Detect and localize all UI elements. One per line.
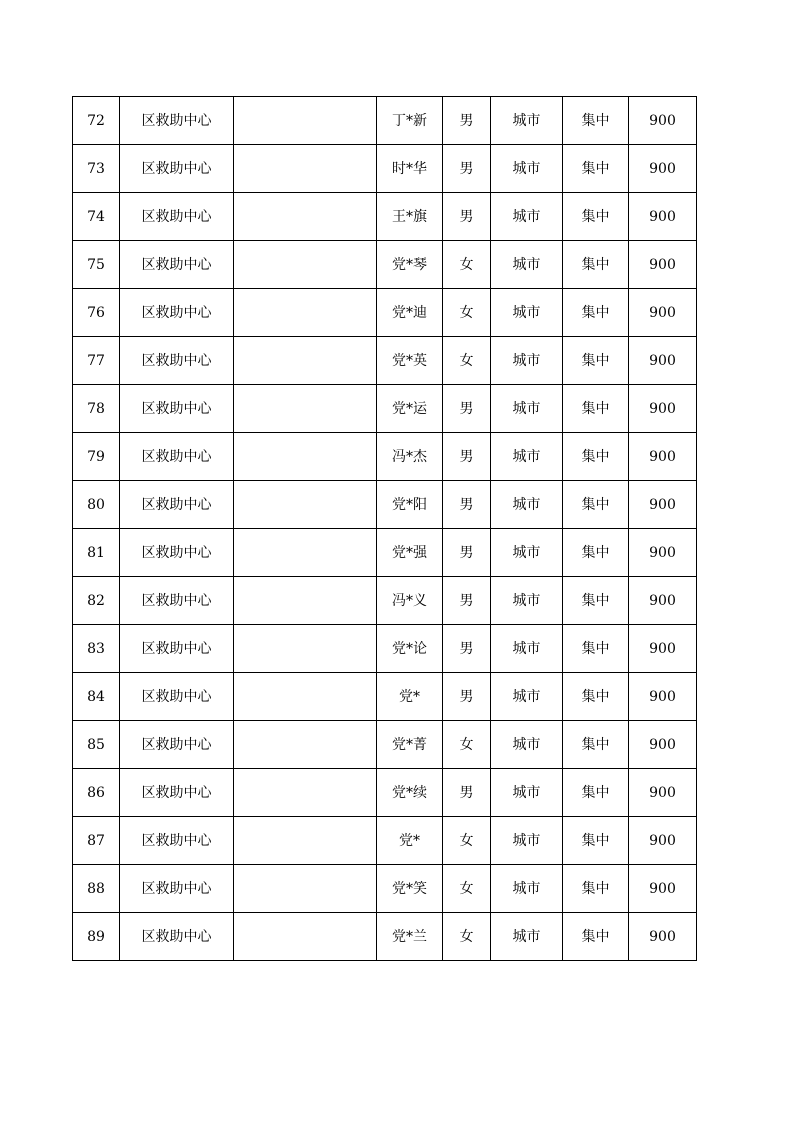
cell-mode: 集中 (563, 97, 629, 145)
cell-remark (234, 433, 377, 481)
cell-name: 冯*杰 (377, 433, 443, 481)
cell-number: 74 (73, 193, 120, 241)
cell-mode: 集中 (563, 865, 629, 913)
cell-remark (234, 817, 377, 865)
cell-remark (234, 145, 377, 193)
cell-amount: 900 (629, 913, 697, 961)
cell-remark (234, 865, 377, 913)
cell-area: 城市 (491, 529, 563, 577)
table-row (73, 577, 697, 625)
cell-remark (234, 241, 377, 289)
table-row (73, 193, 697, 241)
cell-mode: 集中 (563, 577, 629, 625)
table-row (73, 721, 697, 769)
table-row (73, 289, 697, 337)
cell-number: 80 (73, 481, 120, 529)
cell-mode: 集中 (563, 145, 629, 193)
cell-remark (234, 913, 377, 961)
cell-organization: 区救助中心 (120, 289, 234, 337)
cell-mode: 集中 (563, 529, 629, 577)
cell-organization: 区救助中心 (120, 865, 234, 913)
cell-gender: 女 (443, 913, 491, 961)
cell-name: 党*笑 (377, 865, 443, 913)
cell-amount: 900 (629, 433, 697, 481)
cell-name: 丁*新 (377, 97, 443, 145)
cell-area: 城市 (491, 97, 563, 145)
cell-gender: 女 (443, 817, 491, 865)
cell-amount: 900 (629, 289, 697, 337)
cell-organization: 区救助中心 (120, 769, 234, 817)
table-row (73, 241, 697, 289)
cell-organization: 区救助中心 (120, 481, 234, 529)
cell-name: 党*论 (377, 625, 443, 673)
cell-mode: 集中 (563, 721, 629, 769)
cell-remark (234, 577, 377, 625)
cell-organization: 区救助中心 (120, 673, 234, 721)
cell-area: 城市 (491, 145, 563, 193)
cell-mode: 集中 (563, 289, 629, 337)
cell-number: 78 (73, 385, 120, 433)
cell-name: 党*运 (377, 385, 443, 433)
cell-gender: 男 (443, 433, 491, 481)
cell-amount: 900 (629, 385, 697, 433)
cell-mode: 集中 (563, 673, 629, 721)
cell-name: 党*琴 (377, 241, 443, 289)
cell-name: 党*阳 (377, 481, 443, 529)
cell-number: 77 (73, 337, 120, 385)
cell-organization: 区救助中心 (120, 385, 234, 433)
cell-amount: 900 (629, 673, 697, 721)
cell-number: 83 (73, 625, 120, 673)
cell-remark (234, 529, 377, 577)
cell-number: 88 (73, 865, 120, 913)
cell-name: 党*续 (377, 769, 443, 817)
cell-organization: 区救助中心 (120, 721, 234, 769)
cell-organization: 区救助中心 (120, 337, 234, 385)
cell-area: 城市 (491, 577, 563, 625)
cell-gender: 男 (443, 481, 491, 529)
cell-gender: 男 (443, 385, 491, 433)
cell-amount: 900 (629, 529, 697, 577)
cell-number: 75 (73, 241, 120, 289)
cell-gender: 女 (443, 241, 491, 289)
table-row (73, 769, 697, 817)
cell-name: 党*强 (377, 529, 443, 577)
cell-mode: 集中 (563, 433, 629, 481)
table-row (73, 913, 697, 961)
cell-organization: 区救助中心 (120, 97, 234, 145)
cell-area: 城市 (491, 241, 563, 289)
table-row (73, 865, 697, 913)
cell-gender: 女 (443, 289, 491, 337)
cell-gender: 男 (443, 673, 491, 721)
cell-number: 87 (73, 817, 120, 865)
cell-area: 城市 (491, 673, 563, 721)
cell-amount: 900 (629, 145, 697, 193)
cell-amount: 900 (629, 721, 697, 769)
cell-mode: 集中 (563, 385, 629, 433)
cell-area: 城市 (491, 913, 563, 961)
cell-number: 82 (73, 577, 120, 625)
cell-name: 党*菁 (377, 721, 443, 769)
cell-gender: 女 (443, 721, 491, 769)
cell-amount: 900 (629, 337, 697, 385)
table-row (73, 97, 697, 145)
cell-amount: 900 (629, 625, 697, 673)
cell-name: 党*迪 (377, 289, 443, 337)
cell-remark (234, 193, 377, 241)
table-row (73, 673, 697, 721)
cell-amount: 900 (629, 97, 697, 145)
cell-remark (234, 769, 377, 817)
cell-gender: 男 (443, 97, 491, 145)
cell-name: 党* (377, 817, 443, 865)
cell-amount: 900 (629, 577, 697, 625)
cell-gender: 男 (443, 625, 491, 673)
cell-remark (234, 337, 377, 385)
cell-area: 城市 (491, 193, 563, 241)
cell-area: 城市 (491, 865, 563, 913)
cell-name: 冯*义 (377, 577, 443, 625)
cell-number: 89 (73, 913, 120, 961)
cell-mode: 集中 (563, 481, 629, 529)
cell-mode: 集中 (563, 913, 629, 961)
cell-mode: 集中 (563, 241, 629, 289)
cell-area: 城市 (491, 769, 563, 817)
table-row (73, 433, 697, 481)
cell-name: 党*兰 (377, 913, 443, 961)
cell-name: 党* (377, 673, 443, 721)
cell-mode: 集中 (563, 337, 629, 385)
cell-remark (234, 385, 377, 433)
cell-organization: 区救助中心 (120, 913, 234, 961)
table-row (73, 817, 697, 865)
cell-organization: 区救助中心 (120, 625, 234, 673)
records-body (73, 97, 697, 961)
cell-amount: 900 (629, 769, 697, 817)
cell-amount: 900 (629, 193, 697, 241)
cell-gender: 男 (443, 145, 491, 193)
records-table (72, 96, 697, 961)
cell-number: 85 (73, 721, 120, 769)
table-row (73, 481, 697, 529)
cell-number: 73 (73, 145, 120, 193)
table-row (73, 529, 697, 577)
cell-amount: 900 (629, 241, 697, 289)
cell-gender: 男 (443, 769, 491, 817)
cell-amount: 900 (629, 481, 697, 529)
cell-organization: 区救助中心 (120, 145, 234, 193)
cell-mode: 集中 (563, 769, 629, 817)
cell-organization: 区救助中心 (120, 817, 234, 865)
cell-gender: 男 (443, 577, 491, 625)
cell-remark (234, 673, 377, 721)
cell-gender: 男 (443, 529, 491, 577)
cell-number: 84 (73, 673, 120, 721)
cell-name: 时*华 (377, 145, 443, 193)
cell-number: 86 (73, 769, 120, 817)
cell-mode: 集中 (563, 193, 629, 241)
cell-organization: 区救助中心 (120, 529, 234, 577)
cell-remark (234, 289, 377, 337)
cell-remark (234, 97, 377, 145)
table-row (73, 145, 697, 193)
cell-organization: 区救助中心 (120, 577, 234, 625)
cell-number: 72 (73, 97, 120, 145)
cell-remark (234, 481, 377, 529)
cell-area: 城市 (491, 337, 563, 385)
cell-organization: 区救助中心 (120, 193, 234, 241)
cell-area: 城市 (491, 385, 563, 433)
cell-name: 王*旗 (377, 193, 443, 241)
cell-number: 76 (73, 289, 120, 337)
cell-number: 79 (73, 433, 120, 481)
table-row (73, 625, 697, 673)
cell-mode: 集中 (563, 817, 629, 865)
cell-organization: 区救助中心 (120, 433, 234, 481)
cell-gender: 男 (443, 193, 491, 241)
cell-gender: 女 (443, 865, 491, 913)
cell-area: 城市 (491, 817, 563, 865)
cell-area: 城市 (491, 481, 563, 529)
cell-area: 城市 (491, 625, 563, 673)
cell-area: 城市 (491, 721, 563, 769)
cell-organization: 区救助中心 (120, 241, 234, 289)
cell-gender: 女 (443, 337, 491, 385)
cell-mode: 集中 (563, 625, 629, 673)
cell-remark (234, 625, 377, 673)
cell-area: 城市 (491, 433, 563, 481)
cell-number: 81 (73, 529, 120, 577)
table-row (73, 385, 697, 433)
cell-area: 城市 (491, 289, 563, 337)
table-row (73, 337, 697, 385)
cell-name: 党*英 (377, 337, 443, 385)
cell-amount: 900 (629, 817, 697, 865)
cell-amount: 900 (629, 865, 697, 913)
cell-remark (234, 721, 377, 769)
